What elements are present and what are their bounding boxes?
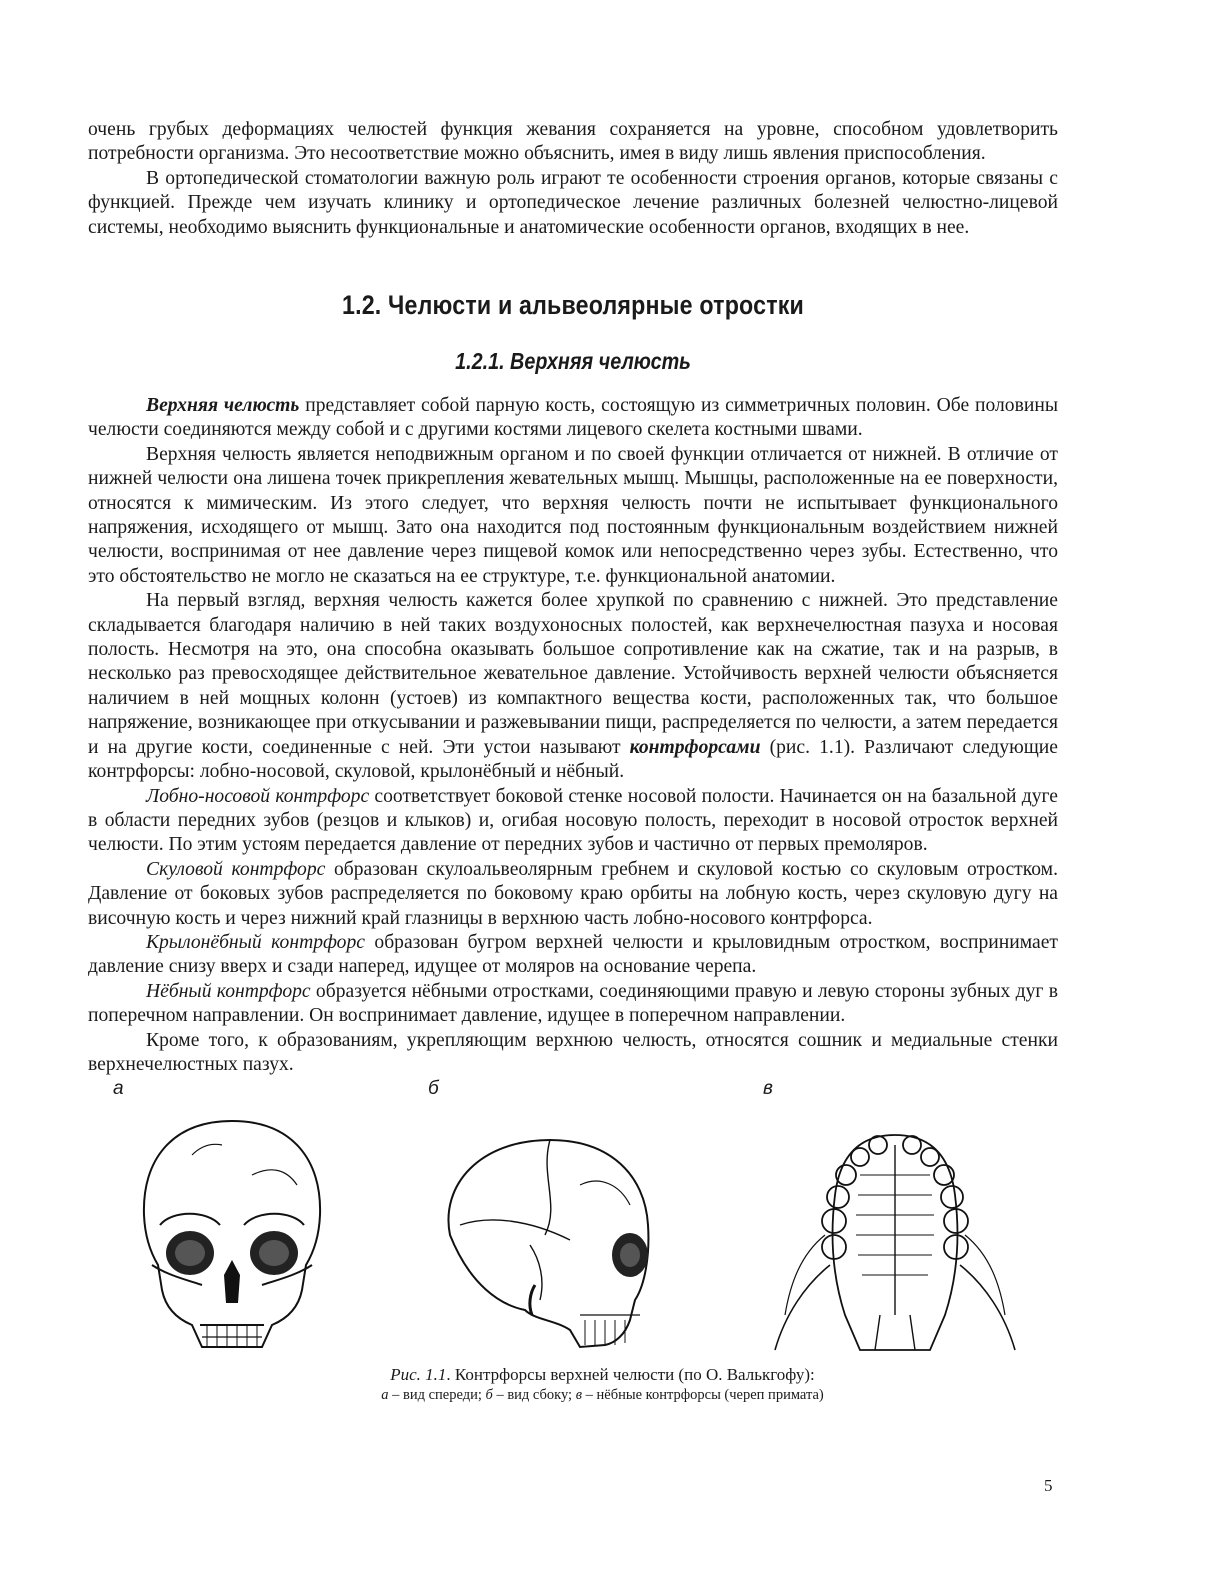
intro-paragraph-2: В ортопедической стоматологии важную роль играют те особенности строения органов, которые связаны с функцией. Прежде чем изучать клинику и ортопедическое лечение различных болезней челюстно-лицевой системы, необходимо выяснить функциональные и анатомические особенности органов, входящих в нее. <box>88 167 1058 238</box>
body-paragraph-1 <box>88 394 1058 443</box>
term-frontonasal: Лобно-носовой контрфорс <box>146 785 370 807</box>
skull-side-view-illustration <box>430 1115 670 1355</box>
body-paragraph-6 <box>88 931 1058 980</box>
caption-b-letter: б <box>485 1387 493 1403</box>
body-paragraph-1-text: представляет собой парную кость, состоящую из симметричных половин. Обе половины челюсти соединяются между собой и с другими костями лицевого скелета костными швами. <box>88 395 1058 441</box>
caption-a-letter: а <box>381 1387 389 1403</box>
body-paragraph-5-text: образован скулоальвеолярным гребнем и скуловой костью со скуловым отростком. Давление от боковых зубов распределяется по боковому краю орбиты на лобную кость, через скуловую дугу на височную кость и через нижний край глазницы в верхнюю часть лобно-носового контрфорса. <box>88 858 1058 929</box>
caption-c-letter: в <box>575 1387 583 1403</box>
palatal-buttresses-illustration <box>770 1115 1020 1355</box>
figure-label-a: а <box>113 1078 124 1099</box>
body-paragraph-8: Кроме того, к образованиям, укрепляющим верхнюю челюсть, относятся сошник и медиальные стенки верхнечелюстных пазух. <box>88 1029 1058 1075</box>
body-paragraph-2: Верхняя челюсть является неподвижным органом и по своей функции отличается от нижней. В отличие от нижней челюсти она лишена точек прикрепления жевательных мышц. Мышцы, расположенные на ее поверхности, относятся к мимическим. Из этого следует, что верхняя челюсть почти не испытывает функционального напряжения, исходящего от мышц. Зато она находится под постоянным функциональным воздействием нижней челюсти, воспринимая от нее давление через пищевой комок или непосредственно через зубы. Естественно, что это обстоятельство не могло не сказаться на ее структуре, т.е. функциональной анатомии. <box>88 443 1058 587</box>
body-text <box>88 394 1058 1077</box>
term-buttresses: контрфорсами <box>629 736 761 758</box>
caption-title-text: . Контрфорсы верхней челюсти (по О. Валькгофу): <box>446 1365 815 1384</box>
term-upper-jaw: Верхняя челюсть <box>146 395 300 416</box>
caption-a-text: – вид спереди; <box>388 1387 486 1403</box>
body-paragraph-3-text: На первый взгляд, верхняя челюсть кажется более хрупкой по сравнению с нижней. Это представление складывается благодаря наличию в ней таких воздухоносных полостей, как верхнечелюстная пазуха и носовая полость. Несмотря на это, она способна оказывать большое сопротивление как на сжатие, так и на разрыв, в несколько раз превосходящее действительное жевательное давление. Устойчивость верхней челюсти объясняется наличием в ней мощных колонн (устоев) из компактного вещества кости, расположенных так, что большое напряжение, возникающее при откусывании и разжевывании пищи, распределяется по челюсти, а затем передается и на другие кости, соединенные с ней. Эти устои называют <box>88 590 1058 758</box>
caption-lead: Рис. 1.1 <box>390 1365 447 1384</box>
body-paragraph-3 <box>88 589 1058 784</box>
body-paragraph-7-text: образуется нёбными отростками, соединяющими правую и левую стороны зубных дуг в поперечном направлении. Он воспринимает давление, идущее в поперечном направлении. <box>88 980 1058 1027</box>
figure-label-c: в <box>763 1078 773 1099</box>
figure-caption-legend <box>0 1387 1205 1404</box>
figure-caption-title <box>0 1365 1205 1385</box>
section-title: 1.2. Челюсти и альвеолярные отростки <box>342 290 804 320</box>
body-paragraph-3-tail: (рис. 1.1). Различают следующие контрфорсы: лобно-носовой, скуловой, крылонёбный и нёбный. <box>88 736 1058 783</box>
body-paragraph-5 <box>88 858 1058 931</box>
body-paragraph-7 <box>88 980 1058 1029</box>
body-paragraph-6-text: образован бугром верхней челюсти и крыловидным отростком, воспринимает давление снизу вверх и сзади наперед, идущее от моляров на основание черепа. <box>88 931 1058 978</box>
caption-b-text: – вид сбоку; <box>492 1387 576 1403</box>
term-palatine: Нёбный контрфорс <box>146 980 311 1002</box>
term-zygomatic: Скуловой контрфорс <box>146 858 326 880</box>
body-paragraph-4 <box>88 785 1058 858</box>
intro-text <box>88 118 1058 240</box>
figure-label-b: б <box>428 1078 439 1099</box>
skull-front-view-illustration <box>132 1115 332 1355</box>
subsection-title: 1.2.1. Верхняя челюсть <box>455 348 691 374</box>
term-pterygopalatine: Крылонёбный контрфорс <box>146 931 365 953</box>
body-paragraph-4-text: соответствует боковой стенке носовой полости. Начинается он на базальной дуге в области передних зубов (резцов и клыков) и, огибая носовую полость, переходит в носовой отросток верхней челюсти. По этим устоям передается давление от передних зубов и частично от первых премоляров. <box>88 785 1058 856</box>
page-number: 5 <box>1044 1476 1053 1495</box>
caption-c-text: – нёбные контрфорсы (череп примата) <box>582 1387 824 1403</box>
intro-paragraph-1: очень грубых деформациях челюстей функция жевания сохраняется на уровне, способном удовлетворить потребности организма. Это несоответствие можно объяснить, имея в виду лишь явления приспособления. <box>88 119 1058 165</box>
